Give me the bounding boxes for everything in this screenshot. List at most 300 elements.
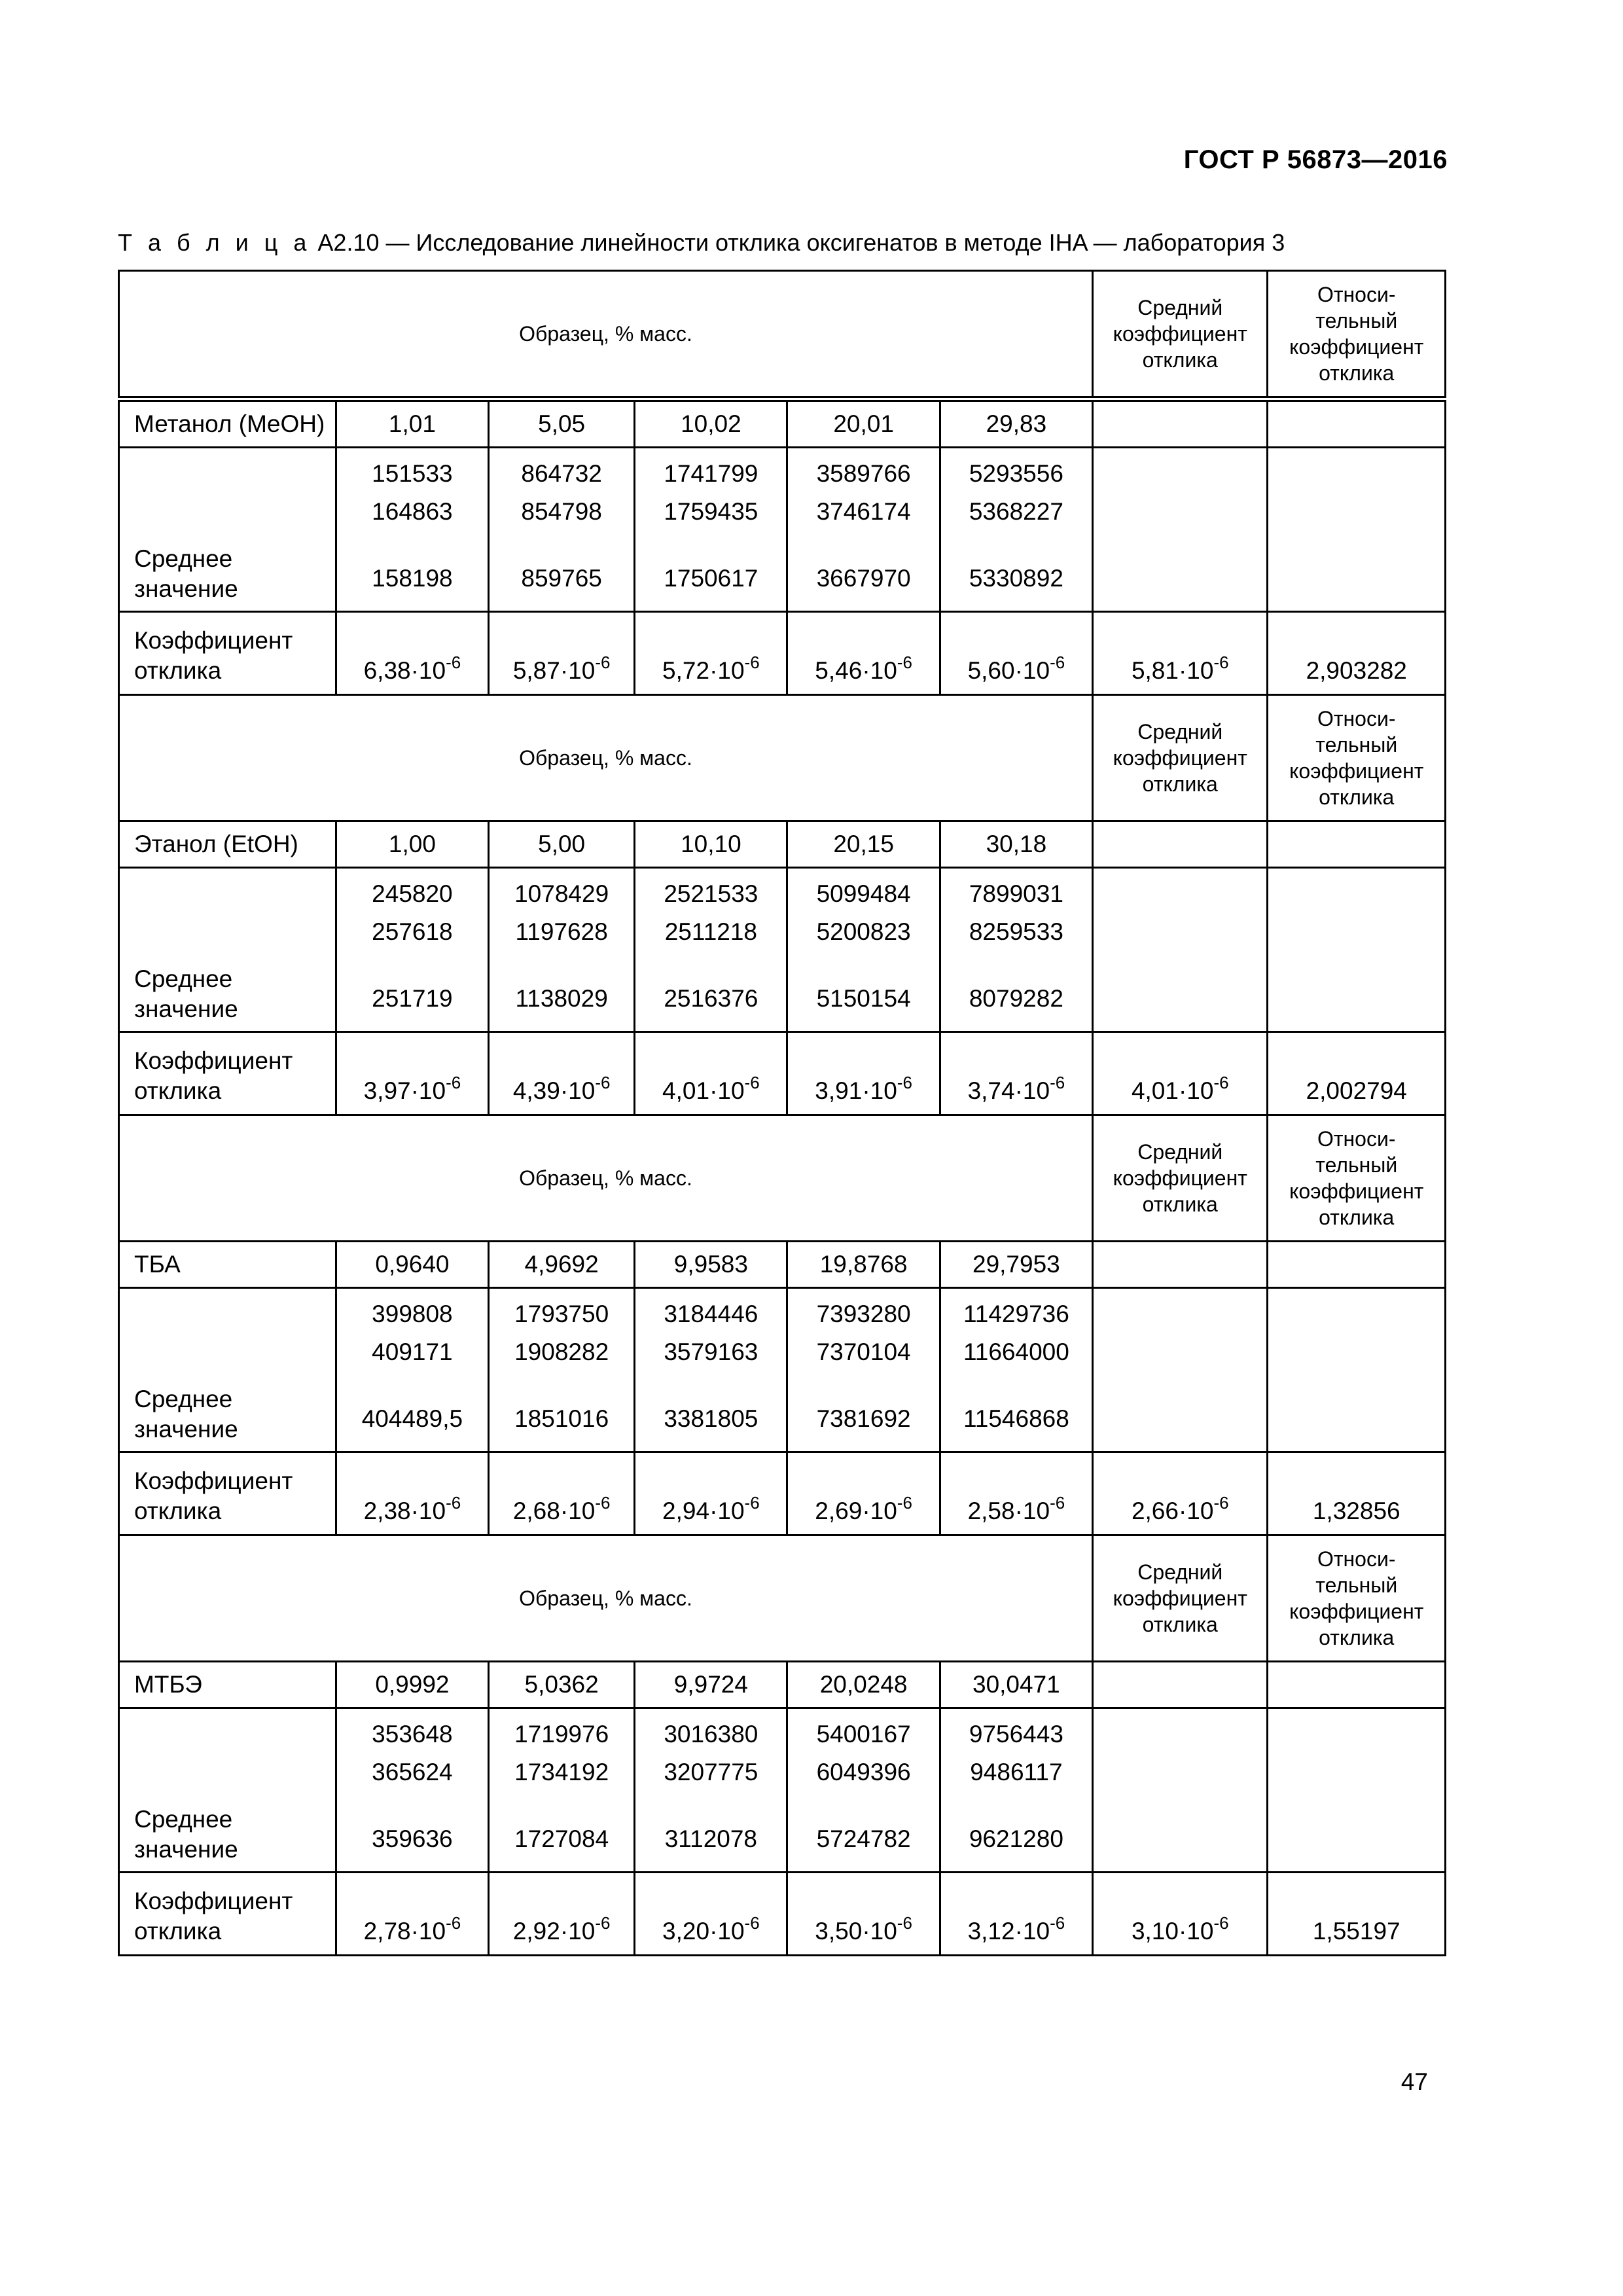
coef-cell bbox=[336, 1032, 488, 1115]
run2-value: 409171 bbox=[372, 1338, 453, 1365]
mean-label bbox=[119, 868, 336, 1032]
rel-coef-header bbox=[1268, 1115, 1446, 1242]
coef-label bbox=[119, 1873, 336, 1956]
coef-cell bbox=[940, 1873, 1092, 1956]
mean-value: 251719 bbox=[372, 985, 453, 1012]
mean-label bbox=[119, 1708, 336, 1873]
empty-cell bbox=[1093, 821, 1268, 868]
coef-exponent: -6 bbox=[744, 1492, 760, 1513]
coef-exponent: -6 bbox=[897, 1072, 912, 1092]
spacer bbox=[643, 1791, 778, 1820]
coef-mantissa: 3,20 bbox=[662, 1917, 710, 1945]
run2-value: 1197628 bbox=[515, 918, 608, 945]
table-caption bbox=[118, 229, 1285, 257]
mean-value: 1727084 bbox=[514, 1825, 609, 1852]
rel-coef-header-line1: Относи- bbox=[1317, 1127, 1396, 1151]
empty-cell bbox=[1268, 1242, 1446, 1288]
run2-value: 257618 bbox=[372, 918, 453, 945]
concentration-cell: 30,0471 bbox=[940, 1662, 1092, 1708]
run1-value: 3184446 bbox=[664, 1300, 758, 1327]
run2-value: 8259533 bbox=[969, 918, 1063, 945]
mean-value: 1138029 bbox=[515, 985, 608, 1012]
coef-cell bbox=[787, 1873, 940, 1956]
spacer bbox=[497, 1791, 626, 1820]
concentration-row bbox=[119, 821, 1446, 868]
run1-value: 11429736 bbox=[963, 1300, 1069, 1327]
mean-value: 7381692 bbox=[816, 1405, 911, 1432]
spacer bbox=[949, 951, 1084, 980]
spacer bbox=[497, 951, 626, 980]
coef-mantissa: 5,81 bbox=[1131, 656, 1179, 684]
run1-value: 3589766 bbox=[816, 460, 911, 487]
spacer bbox=[643, 1371, 778, 1400]
coef-mantissa: 2,94 bbox=[662, 1497, 710, 1524]
concentration-cell: 5,05 bbox=[489, 399, 635, 448]
rel-coef-header bbox=[1268, 695, 1446, 821]
mean-value: 1750617 bbox=[664, 565, 758, 592]
coef-exponent: -6 bbox=[1050, 1072, 1065, 1092]
mean-value: 3667970 bbox=[816, 565, 911, 592]
coef-cell bbox=[489, 1032, 635, 1115]
mean-value: 11546868 bbox=[963, 1405, 1069, 1432]
coef-label-line2: отклика bbox=[134, 1917, 222, 1945]
run2-value: 1759435 bbox=[664, 498, 758, 525]
coef-exponent: -6 bbox=[1213, 1072, 1229, 1092]
response-cell bbox=[489, 1708, 635, 1873]
concentration-cell: 30,18 bbox=[940, 821, 1092, 868]
coef-cell bbox=[940, 1032, 1092, 1115]
concentration-row bbox=[119, 1242, 1446, 1288]
run1-value: 7899031 bbox=[969, 880, 1063, 907]
mean-value: 9621280 bbox=[969, 1825, 1063, 1852]
concentration-cell: 4,9692 bbox=[489, 1242, 635, 1288]
coef-mantissa: 2,68 bbox=[512, 1497, 560, 1524]
header-row bbox=[119, 271, 1446, 399]
concentration-cell: 19,8768 bbox=[787, 1242, 940, 1288]
response-cell bbox=[787, 1288, 940, 1452]
empty-cell bbox=[1093, 1662, 1268, 1708]
concentration-cell: 20,0248 bbox=[787, 1662, 940, 1708]
coef-times: ·10 bbox=[862, 1917, 897, 1945]
coef-exponent: -6 bbox=[446, 652, 461, 672]
concentration-cell: 5,00 bbox=[489, 821, 635, 868]
coef-exponent: -6 bbox=[446, 1072, 461, 1092]
run1-value: 5293556 bbox=[969, 460, 1063, 487]
coef-cell bbox=[489, 1452, 635, 1535]
avg-coef-cell bbox=[1093, 1873, 1268, 1956]
concentration-cell: 1,01 bbox=[336, 399, 488, 448]
mean-label-line2: значение bbox=[134, 575, 238, 602]
response-cell bbox=[940, 1708, 1092, 1873]
coef-cell bbox=[635, 612, 787, 695]
coef-times: ·10 bbox=[1014, 1077, 1050, 1104]
avg-coef-header: Средний коэффициент отклика bbox=[1093, 1115, 1268, 1242]
response-values-row bbox=[119, 1288, 1446, 1452]
run1-value: 9756443 bbox=[969, 1721, 1063, 1748]
avg-coef-header: Средний коэффициент отклика bbox=[1093, 271, 1268, 399]
spacer bbox=[345, 1371, 480, 1400]
compound-name: ТБА bbox=[119, 1242, 336, 1288]
coef-times: ·10 bbox=[1178, 1917, 1214, 1945]
avg-coef-header: Средний коэффициент отклика bbox=[1093, 695, 1268, 821]
coef-mantissa: 5,46 bbox=[815, 656, 863, 684]
coef-label-line1: Коэффициент bbox=[134, 626, 293, 654]
response-cell bbox=[635, 868, 787, 1032]
concentration-cell: 29,7953 bbox=[940, 1242, 1092, 1288]
mean-label-line2: значение bbox=[134, 1835, 238, 1863]
run2-value: 9486117 bbox=[970, 1759, 1063, 1785]
coef-exponent: -6 bbox=[595, 652, 611, 672]
sample-header: Образец, % масс. bbox=[119, 695, 1093, 821]
response-cell bbox=[787, 448, 940, 612]
coef-mantissa: 3,97 bbox=[363, 1077, 411, 1104]
mean-value: 359636 bbox=[372, 1825, 453, 1852]
mean-value: 5150154 bbox=[816, 985, 911, 1012]
run2-value: 1908282 bbox=[514, 1338, 609, 1365]
page-number: 47 bbox=[1400, 2068, 1428, 2095]
coef-times: ·10 bbox=[410, 1917, 446, 1945]
coef-cell bbox=[635, 1452, 787, 1535]
spacer bbox=[643, 531, 778, 560]
run1-value: 151533 bbox=[372, 460, 453, 487]
mean-value: 5330892 bbox=[969, 565, 1063, 592]
spacer bbox=[345, 531, 480, 560]
concentration-row bbox=[119, 399, 1446, 448]
coef-label-line2: отклика bbox=[134, 1497, 222, 1524]
empty-cell bbox=[1093, 1708, 1268, 1873]
coef-mantissa: 4,01 bbox=[662, 1077, 710, 1104]
coef-times: ·10 bbox=[1014, 1917, 1050, 1945]
run2-value: 5200823 bbox=[816, 918, 911, 945]
coef-times: ·10 bbox=[862, 1497, 897, 1524]
coef-exponent: -6 bbox=[595, 1072, 611, 1092]
empty-cell bbox=[1268, 399, 1446, 448]
coef-exponent: -6 bbox=[1050, 652, 1065, 672]
run2-value: 5368227 bbox=[969, 498, 1063, 525]
rel-coef-cell: 2,903282 bbox=[1268, 612, 1446, 695]
coef-exponent: -6 bbox=[897, 1912, 912, 1933]
mean-label-line2: значение bbox=[134, 1415, 238, 1443]
coef-label-line1: Коэффициент bbox=[134, 1467, 293, 1494]
caption-prefix: Т а б л и ц а bbox=[118, 229, 312, 256]
mean-label-line2: значение bbox=[134, 995, 238, 1022]
document-number: ГОСТ Р 56873—2016 bbox=[1183, 145, 1448, 174]
spacer bbox=[949, 1371, 1084, 1400]
compound-name: МТБЭ bbox=[119, 1662, 336, 1708]
avg-coef-cell bbox=[1093, 1032, 1268, 1115]
coef-times: ·10 bbox=[709, 1077, 745, 1104]
coef-times: ·10 bbox=[1178, 656, 1214, 684]
coef-mantissa: 2,66 bbox=[1131, 1497, 1179, 1524]
coef-mantissa: 2,58 bbox=[967, 1497, 1015, 1524]
spacer bbox=[497, 1371, 626, 1400]
coef-exponent: -6 bbox=[1050, 1492, 1065, 1513]
coef-times: ·10 bbox=[410, 656, 446, 684]
concentration-cell: 20,15 bbox=[787, 821, 940, 868]
coef-times: ·10 bbox=[560, 1077, 596, 1104]
concentration-cell: 9,9583 bbox=[635, 1242, 787, 1288]
run1-value: 5099484 bbox=[816, 880, 911, 907]
rel-coef-header-line2: тельный коэффициент отклика bbox=[1289, 1153, 1424, 1229]
concentration-cell: 1,00 bbox=[336, 821, 488, 868]
header-row bbox=[119, 1535, 1446, 1662]
run2-value: 1734192 bbox=[514, 1759, 609, 1785]
spacer bbox=[643, 951, 778, 980]
empty-cell bbox=[1093, 448, 1268, 612]
spacer bbox=[796, 531, 931, 560]
avg-coef-header: Средний коэффициент отклика bbox=[1093, 1535, 1268, 1662]
response-values-row bbox=[119, 1708, 1446, 1873]
coef-cell bbox=[787, 1032, 940, 1115]
coef-mantissa: 3,12 bbox=[967, 1917, 1015, 1945]
empty-cell bbox=[1093, 399, 1268, 448]
rel-coef-header bbox=[1268, 1535, 1446, 1662]
compound-name: Метанол (MeOH) bbox=[119, 399, 336, 448]
coef-times: ·10 bbox=[709, 1917, 745, 1945]
coef-mantissa: 2,69 bbox=[815, 1497, 863, 1524]
response-cell bbox=[489, 448, 635, 612]
header-row bbox=[119, 695, 1446, 821]
coef-mantissa: 3,74 bbox=[967, 1077, 1015, 1104]
spacer bbox=[949, 1791, 1084, 1820]
coef-exponent: -6 bbox=[897, 652, 912, 672]
spacer bbox=[345, 1791, 480, 1820]
mean-label-line1: Среднее bbox=[134, 1385, 233, 1412]
run2-value: 854798 bbox=[521, 498, 602, 525]
empty-cell bbox=[1093, 1242, 1268, 1288]
response-cell bbox=[787, 1708, 940, 1873]
coef-mantissa: 3,50 bbox=[815, 1917, 863, 1945]
coef-mantissa: 2,38 bbox=[363, 1497, 411, 1524]
concentration-cell: 5,0362 bbox=[489, 1662, 635, 1708]
mean-value: 859765 bbox=[521, 565, 602, 592]
coef-mantissa: 5,87 bbox=[512, 656, 560, 684]
rel-coef-header-line2: тельный коэффициент отклика bbox=[1289, 309, 1424, 385]
spacer bbox=[345, 951, 480, 980]
spacer bbox=[949, 531, 1084, 560]
response-coef-row bbox=[119, 1032, 1446, 1115]
concentration-cell: 9,9724 bbox=[635, 1662, 787, 1708]
coef-times: ·10 bbox=[560, 1917, 596, 1945]
coef-cell bbox=[635, 1873, 787, 1956]
run2-value: 3207775 bbox=[664, 1759, 758, 1785]
empty-cell bbox=[1093, 1288, 1268, 1452]
coef-times: ·10 bbox=[709, 1497, 745, 1524]
response-cell bbox=[787, 868, 940, 1032]
run1-value: 1078429 bbox=[514, 880, 609, 907]
coef-cell bbox=[787, 612, 940, 695]
mean-label-line1: Среднее bbox=[134, 545, 233, 572]
run1-value: 353648 bbox=[372, 1721, 453, 1748]
mean-label-line1: Среднее bbox=[134, 1805, 233, 1833]
empty-cell bbox=[1268, 448, 1446, 612]
coef-times: ·10 bbox=[709, 656, 745, 684]
spacer bbox=[796, 1371, 931, 1400]
run2-value: 365624 bbox=[372, 1759, 453, 1785]
coef-cell bbox=[336, 1873, 488, 1956]
rel-coef-header-line1: Относи- bbox=[1317, 707, 1396, 730]
rel-coef-header-line2: тельный коэффициент отклика bbox=[1289, 733, 1424, 809]
coef-cell bbox=[336, 1452, 488, 1535]
response-cell bbox=[489, 1288, 635, 1452]
coef-exponent: -6 bbox=[744, 652, 760, 672]
concentration-row bbox=[119, 1662, 1446, 1708]
avg-coef-cell bbox=[1093, 1452, 1268, 1535]
coef-times: ·10 bbox=[560, 656, 596, 684]
run1-value: 1793750 bbox=[514, 1300, 609, 1327]
header-row bbox=[119, 1115, 1446, 1242]
rel-coef-header bbox=[1268, 271, 1446, 399]
coef-label-line2: отклика bbox=[134, 656, 222, 684]
coef-exponent: -6 bbox=[446, 1912, 461, 1933]
concentration-cell: 29,83 bbox=[940, 399, 1092, 448]
coef-mantissa: 3,10 bbox=[1131, 1917, 1179, 1945]
coef-cell bbox=[787, 1452, 940, 1535]
response-cell bbox=[635, 1708, 787, 1873]
empty-cell bbox=[1268, 1288, 1446, 1452]
coef-mantissa: 2,78 bbox=[363, 1917, 411, 1945]
coef-times: ·10 bbox=[410, 1497, 446, 1524]
coef-label-line1: Коэффициент bbox=[134, 1047, 293, 1074]
coef-exponent: -6 bbox=[744, 1912, 760, 1933]
mean-value: 404489,5 bbox=[361, 1405, 463, 1432]
coef-cell bbox=[635, 1032, 787, 1115]
coef-exponent: -6 bbox=[897, 1492, 912, 1513]
coef-cell bbox=[489, 612, 635, 695]
response-coef-row bbox=[119, 1873, 1446, 1956]
response-cell bbox=[940, 868, 1092, 1032]
concentration-cell: 0,9992 bbox=[336, 1662, 488, 1708]
coef-mantissa: 5,72 bbox=[662, 656, 710, 684]
coef-label-line2: отклика bbox=[134, 1077, 222, 1104]
run2-value: 2511218 bbox=[664, 918, 758, 945]
run2-value: 7370104 bbox=[816, 1338, 911, 1365]
run1-value: 399808 bbox=[372, 1300, 453, 1327]
mean-value: 8079282 bbox=[969, 985, 1063, 1012]
run1-value: 245820 bbox=[372, 880, 453, 907]
run1-value: 5400167 bbox=[816, 1721, 911, 1748]
coef-label bbox=[119, 1452, 336, 1535]
coef-exponent: -6 bbox=[446, 1492, 461, 1513]
mean-value: 2516376 bbox=[664, 985, 758, 1012]
response-cell bbox=[336, 1288, 488, 1452]
coef-exponent: -6 bbox=[1213, 652, 1229, 672]
coef-mantissa: 6,38 bbox=[363, 656, 411, 684]
spacer bbox=[796, 951, 931, 980]
run2-value: 3579163 bbox=[664, 1338, 758, 1365]
response-coef-row bbox=[119, 612, 1446, 695]
run2-value: 3746174 bbox=[816, 498, 911, 525]
coef-times: ·10 bbox=[1014, 1497, 1050, 1524]
run1-value: 1719976 bbox=[514, 1721, 609, 1748]
sample-header: Образец, % масс. bbox=[119, 1115, 1093, 1242]
rel-coef-cell: 1,55197 bbox=[1268, 1873, 1446, 1956]
avg-coef-cell bbox=[1093, 612, 1268, 695]
concentration-cell: 10,02 bbox=[635, 399, 787, 448]
response-cell bbox=[336, 1708, 488, 1873]
run1-value: 1741799 bbox=[664, 460, 758, 487]
coef-mantissa: 5,60 bbox=[967, 656, 1015, 684]
coef-cell bbox=[940, 612, 1092, 695]
coef-cell bbox=[489, 1873, 635, 1956]
coef-times: ·10 bbox=[1178, 1077, 1214, 1104]
run2-value: 11664000 bbox=[963, 1338, 1069, 1365]
spacer bbox=[796, 1791, 931, 1820]
empty-cell bbox=[1268, 1708, 1446, 1873]
mean-value: 3112078 bbox=[664, 1825, 758, 1852]
response-values-row bbox=[119, 868, 1446, 1032]
concentration-cell: 20,01 bbox=[787, 399, 940, 448]
run2-value: 164863 bbox=[372, 498, 453, 525]
empty-cell bbox=[1093, 868, 1268, 1032]
coef-exponent: -6 bbox=[595, 1492, 611, 1513]
rel-coef-header-line2: тельный коэффициент отклика bbox=[1289, 1573, 1424, 1649]
coef-mantissa: 3,91 bbox=[815, 1077, 863, 1104]
run1-value: 7393280 bbox=[816, 1300, 911, 1327]
response-cell bbox=[336, 448, 488, 612]
sample-header: Образец, % масс. bbox=[119, 271, 1093, 399]
caption-text: А2.10 — Исследование линейности отклика оксигенатов в методе IHA — лаборатория 3 bbox=[311, 229, 1285, 256]
coef-times: ·10 bbox=[862, 656, 897, 684]
mean-label bbox=[119, 448, 336, 612]
coef-cell bbox=[336, 612, 488, 695]
mean-label-line1: Среднее bbox=[134, 965, 233, 992]
compound-name: Этанол (EtOH) bbox=[119, 821, 336, 868]
coef-times: ·10 bbox=[1178, 1497, 1214, 1524]
coef-times: ·10 bbox=[1014, 656, 1050, 684]
sample-header: Образец, % масс. bbox=[119, 1535, 1093, 1662]
rel-coef-header-line1: Относи- bbox=[1317, 1547, 1396, 1571]
coef-exponent: -6 bbox=[744, 1072, 760, 1092]
response-values-row bbox=[119, 448, 1446, 612]
coef-label bbox=[119, 1032, 336, 1115]
coef-exponent: -6 bbox=[595, 1912, 611, 1933]
rel-coef-header-line1: Относи- bbox=[1317, 283, 1396, 306]
mean-value: 5724782 bbox=[816, 1825, 911, 1852]
response-cell bbox=[635, 448, 787, 612]
response-cell bbox=[635, 1288, 787, 1452]
coef-times: ·10 bbox=[560, 1497, 596, 1524]
rel-coef-cell: 2,002794 bbox=[1268, 1032, 1446, 1115]
response-cell bbox=[940, 1288, 1092, 1452]
oxygenate-linearity-table bbox=[118, 270, 1446, 1956]
run2-value: 6049396 bbox=[816, 1759, 911, 1785]
response-coef-row bbox=[119, 1452, 1446, 1535]
spacer bbox=[497, 531, 626, 560]
run1-value: 864732 bbox=[521, 460, 602, 487]
mean-value: 1851016 bbox=[514, 1405, 609, 1432]
coef-label bbox=[119, 612, 336, 695]
rel-coef-cell: 1,32856 bbox=[1268, 1452, 1446, 1535]
response-cell bbox=[336, 868, 488, 1032]
mean-value: 158198 bbox=[372, 565, 453, 592]
concentration-cell: 10,10 bbox=[635, 821, 787, 868]
coef-exponent: -6 bbox=[1213, 1912, 1229, 1933]
empty-cell bbox=[1268, 821, 1446, 868]
response-cell bbox=[940, 448, 1092, 612]
coef-cell bbox=[940, 1452, 1092, 1535]
coef-mantissa: 4,39 bbox=[512, 1077, 560, 1104]
empty-cell bbox=[1268, 868, 1446, 1032]
concentration-cell: 0,9640 bbox=[336, 1242, 488, 1288]
response-cell bbox=[489, 868, 635, 1032]
coef-mantissa: 2,92 bbox=[512, 1917, 560, 1945]
run1-value: 2521533 bbox=[664, 880, 758, 907]
empty-cell bbox=[1268, 1662, 1446, 1708]
coef-times: ·10 bbox=[410, 1077, 446, 1104]
mean-value: 3381805 bbox=[664, 1405, 758, 1432]
coef-exponent: -6 bbox=[1050, 1912, 1065, 1933]
